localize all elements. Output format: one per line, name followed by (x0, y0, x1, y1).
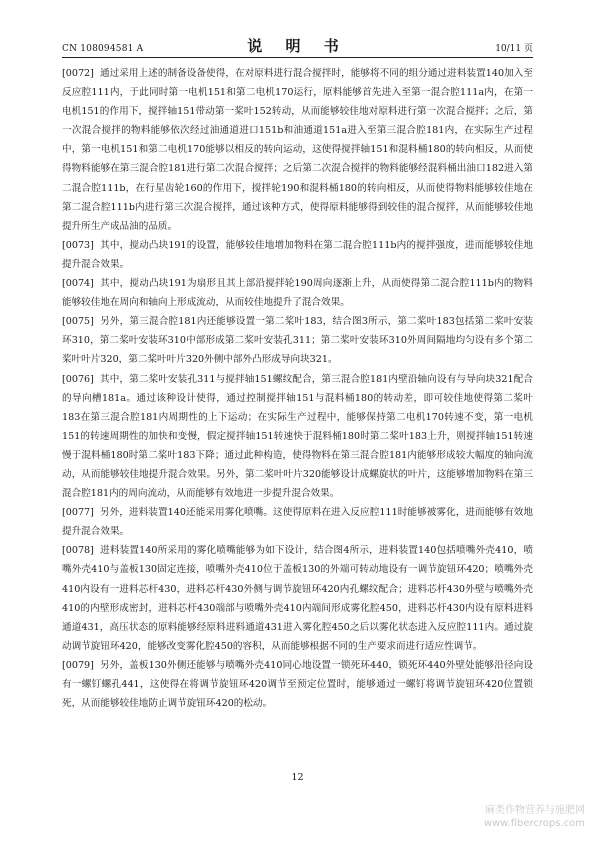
paragraph-0077 (62, 503, 533, 541)
paragraph-number: [0079] (62, 659, 94, 671)
paragraph-text: 另外，盖板130外侧还能够与喷嘴外壳410同心地设置一锁死环440，锁死环440外壁处能够沿径向设有一螺钉螺孔441，这使得在将调节旋钮环420调节至预定位置时，能够通过一螺钉将调节旋钮环420位置锁死，从而能够较佳地防止调节旋钮环420的松动。 (62, 659, 533, 710)
paragraph-0074 (62, 274, 533, 312)
page-counter: 10/11 页 (495, 44, 533, 54)
paragraph-number: [0077] (62, 507, 94, 519)
paragraph-number: [0073] (62, 239, 94, 251)
paragraph-0078 (62, 541, 533, 656)
site-watermark (484, 804, 585, 830)
watermark-url: www.fibercrops.com (483, 818, 585, 829)
page-header (62, 32, 533, 58)
paragraph-0072 (62, 64, 533, 236)
paragraph-number: [0074] (62, 278, 94, 290)
paragraph-number: [0076] (62, 373, 94, 385)
paragraph-text: 其中，搅动凸块191的设置，能够较佳地增加物料在第二混合腔111b内的搅拌强度，进而能够较佳地提升混合效果。 (62, 239, 533, 270)
paragraph-text: 通过采用上述的制备设备使得，在对原料进行混合搅拌时，能够将不同的组分通过进料装置140加入至反应腔111内，于此同时第一电机151和第二电机170运行，原料能够首先进入至第一混合腔111a内，在第一电机151的作用下，搅拌轴151带动第一桨叶152转动，从而能够较佳地对原料进行第一次混合搅拌；之后，第一次混合搅拌的物料能够依次经过油通道进口151b和油通道151a进入至第三混合腔181内，在实际生产过程中，第一电机151和第二电机170能够以相反的转向运动，这使得搅拌轴151和混料桶180的转向相反，从而使得物料能够在第三混合腔181进行第二次混合搅拌；之后第二次混合搅拌的物料能够经混料桶出油口182进入第二混合腔111b，在行星齿轮160的作用下，搅拌轮190和混料桶180的转向相反，从而使得物料能够较佳地在第二混合腔111b内进行第三次混合搅拌，通过该种方式，使得原料能够得到较佳的混合搅拌，从而能够较佳地提升所生产成品油的品质。 (62, 68, 533, 232)
watermark-site-name: 麻类作物营养与施肥网 (485, 805, 585, 816)
paragraph-text: 另外，第三混合腔181内还能够设置一第二桨叶183，结合图3所示，第二桨叶183包括第二桨叶安装环310，第二桨叶安装环310中部形成第二桨叶安装孔311；第二桨叶安装环310外周间隔地均匀设有多个第二桨叶叶片320，第二桨叶叶片320外侧中部外凸形成导向块321。 (62, 316, 533, 366)
paragraph-number: [0078] (62, 545, 94, 557)
paragraph-number: [0072] (62, 68, 94, 79)
paragraph-number: [0075] (62, 316, 94, 328)
paragraph-0079 (62, 656, 533, 713)
document-body (62, 64, 533, 713)
paragraph-text: 进料装置140所采用的雾化喷嘴能够为如下设计，结合图4所示，进料装置140包括喷嘴外壳410，喷嘴外壳410与盖板130固定连接，喷嘴外壳410位于盖板130的外端可转动地设有一调节旋钮环420；喷嘴外壳410内设有一进料芯杆430，进料芯杆430外侧与调节旋钮环420内孔螺纹配合；进料芯杆430外壁与喷嘴外壳410的内壁形成密封，进料芯杆430端部与喷嘴外壳410内端间形成雾化腔450，进料芯杆430内设有原料进料通道431，高压状态的原料能够经原料进料通道431进入雾化腔450之后以雾化状态进入反应腔111内。通过旋动调节旋钮环420，能够改变雾化腔450的容积，从而能够根据不同的生产要求而进行适应性调节。 (62, 545, 533, 652)
paragraph-text: 其中，第二桨叶安装孔311与搅拌轴151螺纹配合，第三混合腔181内壁沿轴向设有与导向块321配合的导向槽181a。通过该种设计使得，通过控制搅拌轴151与混料桶180的转动差，即可较佳地使得第二桨叶183在第三混合腔181内周期性的上下运动；在实际生产过程中，能够保持第二电机170转速不变，第一电机151的转速周期性的加快和变慢，假定搅拌轴151转速快于混料桶180时第二桨叶183上升，则搅拌轴151转速慢于混料桶180时第二桨叶183下降；通过此种构造，使得物料在第三混合腔181内能够形成较大幅度的轴向流动，从而能够较佳地提升混合效果。另外，第二桨叶叶片320能够设计成螺旋状的叶片，这能够增加物料在第三混合腔181内的周向流动，从而能够有效地进一步提升混合效果。 (62, 373, 533, 500)
document-title: 说 明 书 (247, 37, 348, 55)
paragraph-0073 (62, 236, 533, 274)
paragraph-text: 另外，进料装置140还能采用雾化喷嘴。这使得原料在进入反应腔111时能够被雾化，进而能够有效地提升混合效果。 (62, 507, 533, 538)
paragraph-text: 其中，搅动凸块191为扇形且其上部沿搅拌轮190周向逐渐上升，从而使得第二混合腔111b内的物料能够较佳地在周向和轴向上形成流动，从而较佳地提升了混合效果。 (62, 278, 533, 309)
header-divider (62, 57, 533, 58)
paragraph-0075 (62, 312, 533, 369)
paragraph-0076 (62, 370, 533, 504)
patent-number: CN 108094581 A (62, 44, 144, 54)
page-number: 12 (291, 772, 304, 783)
